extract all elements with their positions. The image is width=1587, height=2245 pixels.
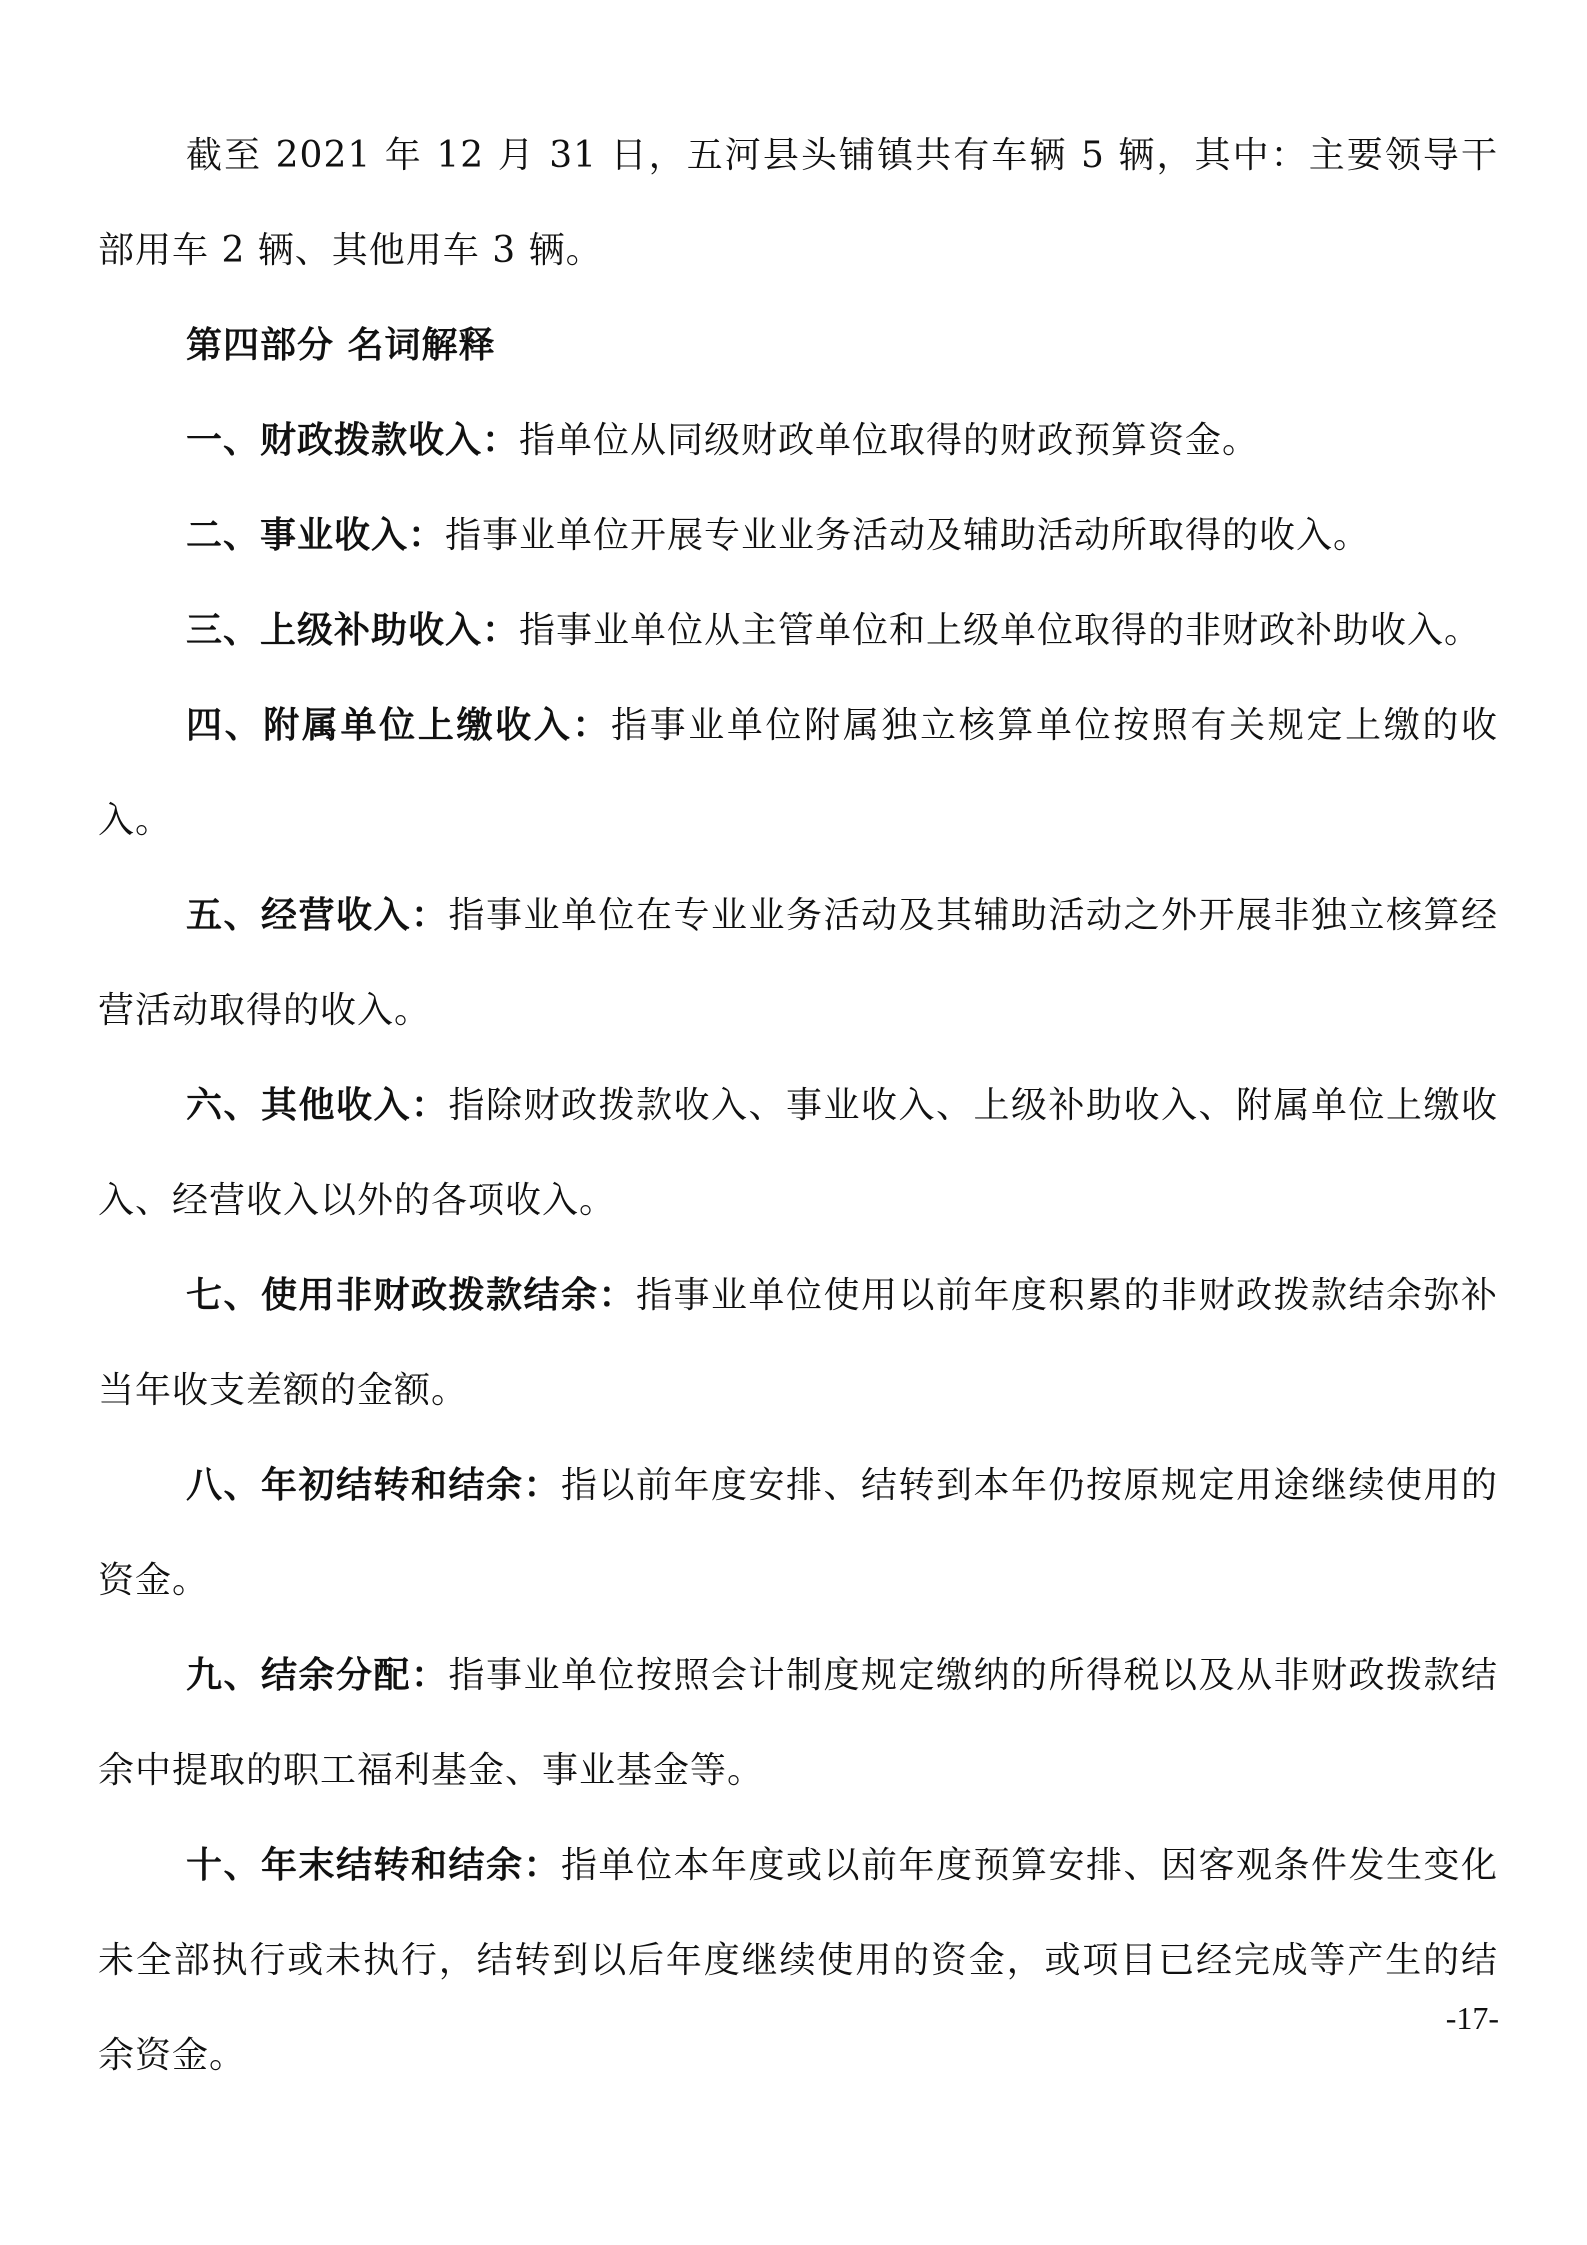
definition-item [98, 678, 1498, 868]
definition-term: 五、经营收入： [186, 895, 449, 936]
definition-text: 指事业单位附属独立核算单位按照有关规定上缴的收入。 [98, 705, 1498, 841]
document-page [98, 108, 1498, 2103]
definition-text: 指单位本年度或以前年度预算安排、因客观条件发生变化未全部执行或未执行，结转到以后年度继续使用的资金，或项目已经完成等产生的结余资金。 [98, 1845, 1498, 2076]
definition-item [98, 1628, 1498, 1818]
definition-text: 指事业单位按照会计制度规定缴纳的所得税以及从非财政拨款结余中提取的职工福利基金、事业基金等。 [98, 1655, 1498, 1791]
definition-term: 二、事业收入： [186, 515, 446, 556]
definition-term: 八、年初结转和结余： [186, 1465, 561, 1506]
page-number: -17- [1445, 2000, 1499, 2036]
definition-term: 九、结余分配： [186, 1655, 449, 1696]
definition-item [98, 583, 1498, 678]
definition-text: 指以前年度安排、结转到本年仍按原规定用途继续使用的资金。 [98, 1465, 1498, 1601]
definition-item [98, 1438, 1498, 1628]
definition-term: 七、使用非财政拨款结余： [186, 1275, 636, 1316]
definition-term: 十、年末结转和结余： [186, 1845, 561, 1886]
definition-item [98, 393, 1498, 488]
definition-term: 一、财政拨款收入： [186, 420, 520, 461]
definition-term: 三、上级补助收入： [186, 610, 520, 651]
definition-text: 指事业单位从主管单位和上级单位取得的非财政补助收入。 [519, 610, 1482, 651]
definition-text: 指事业单位使用以前年度积累的非财政拨款结余弥补当年收支差额的金额。 [98, 1275, 1498, 1411]
definition-item [98, 1818, 1498, 2103]
definition-text: 指除财政拨款收入、事业收入、上级补助收入、附属单位上缴收入、经营收入以外的各项收入。 [98, 1085, 1498, 1221]
definition-item [98, 1058, 1498, 1248]
definition-term: 四、附属单位上缴收入： [186, 705, 611, 746]
definition-text: 指事业单位在专业业务活动及其辅助活动之外开展非独立核算经营活动取得的收入。 [98, 895, 1498, 1031]
section-heading: 第四部分 名词解释 [186, 325, 496, 366]
definition-item [98, 1248, 1498, 1438]
definition-term: 六、其他收入： [186, 1085, 449, 1126]
definition-item [98, 868, 1498, 1058]
intro-paragraph: 截至 2021 年 12 月 31 日，五河县头铺镇共有车辆 5 辆，其中：主要领导干部用车 2 辆、其他用车 3 辆。 [98, 135, 1498, 271]
definition-text: 指事业单位开展专业业务活动及辅助活动所取得的收入。 [445, 515, 1371, 556]
definition-text: 指单位从同级财政单位取得的财政预算资金。 [519, 420, 1260, 461]
definition-item [98, 488, 1498, 583]
